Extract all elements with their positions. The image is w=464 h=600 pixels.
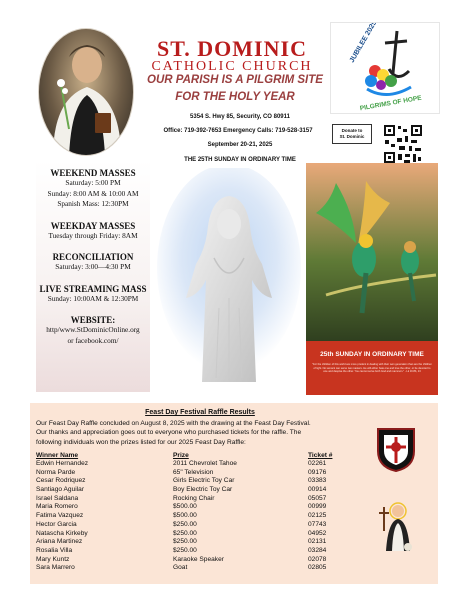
winner-prize: Goat (173, 564, 188, 572)
winner-prize: Boy Electric Toy Car (173, 486, 233, 494)
raffle-winner-row (36, 530, 366, 539)
weekday-masses-heading: WEEKDAY MASSES (50, 220, 136, 231)
donate-label-1: Donate to (341, 128, 363, 133)
winner-name: Santiago Aguilar (36, 486, 85, 494)
winner-prize: Girls Electric Toy Car (173, 477, 235, 485)
raffle-winner-row (36, 477, 366, 486)
live-streaming-heading: LIVE STREAMING MASS (39, 283, 147, 294)
column-header-ticket: Ticket # (308, 452, 333, 459)
winner-name: Mary Kuntz (36, 555, 70, 563)
winner-ticket: 04952 (308, 529, 327, 537)
winner-ticket: 09176 (308, 468, 327, 476)
raffle-winner-row (36, 521, 366, 530)
winner-name: Sara Marrero (36, 564, 75, 572)
winner-ticket: 00914 (308, 486, 327, 494)
mary-statue-image (154, 168, 304, 390)
winner-name: Israel Saldana (36, 494, 79, 502)
parish-name: ST. DOMINIC (157, 36, 307, 61)
saint-dominic-portrait (38, 28, 134, 156)
parish-address: 5354 S. Hwy 85, Security, CO 80911 (190, 114, 290, 120)
parish-phones: Office: 719-392-7653 Emergency Calls: 719-528-3157 (163, 128, 313, 134)
winner-ticket: 02261 (308, 460, 327, 467)
winner-prize: Karaoke Speaker (173, 555, 224, 563)
parish-subtitle: CATHOLIC CHURCH (151, 59, 313, 74)
raffle-intro-line-2: Our thanks and appreciation goes out to everyone who purchased tickets for the raffle. The (36, 429, 302, 437)
donate-qr-code[interactable] (383, 124, 423, 164)
weekend-masses-heading: WEEKEND MASSES (50, 168, 136, 178)
winner-ticket: 02805 (308, 564, 327, 572)
website-heading: WEBSITE: (70, 315, 116, 325)
reconciliation-times: Saturday: 3:00—4:30 PM (55, 262, 131, 271)
raffle-results-section (30, 403, 438, 584)
raffle-winner-row (36, 512, 366, 521)
winner-ticket: 00999 (308, 503, 327, 511)
column-header-prize: Prize (173, 452, 189, 459)
raffle-winner-row (36, 556, 366, 565)
poster-title: 25th SUNDAY IN ORDINARY TIME (320, 351, 424, 358)
raffle-intro (36, 419, 374, 447)
winner-prize: Rocking Chair (173, 494, 215, 502)
donate-label-2: St. Dominic (339, 134, 365, 139)
liturgical-sunday: THE 25TH SUNDAY IN ORDINARY TIME (184, 157, 296, 163)
raffle-intro-line-3: following individuals won the prizes listed for our 2025 Feast Day Raffle: (36, 438, 246, 446)
raffle-winner-row (36, 486, 366, 495)
winner-prize: $250.00 (173, 546, 197, 554)
weekend-mass-saturday: Saturday: 5:00 PM (65, 178, 121, 187)
raffle-winner-row (36, 460, 366, 469)
winner-name: Rosalia Villa (36, 546, 73, 554)
winner-prize: $500.00 (173, 512, 197, 520)
raffle-winner-row (36, 469, 366, 478)
winner-prize: 65" Television (173, 468, 214, 476)
winner-ticket: 07743 (308, 520, 327, 528)
winner-ticket: 03284 (308, 546, 327, 554)
winner-ticket: 03383 (308, 477, 327, 485)
raffle-winner-row (36, 503, 366, 512)
column-header-winner: Winner Name (36, 452, 79, 459)
mass-times-panel (36, 160, 150, 392)
donate-box (332, 124, 372, 144)
poster-scripture-quote: "For the children of this world are more prudent in dealing with their own generation than are the children of light. No servant can serve two masters. He will either hate one and love the other, or be devoted to one and despise the other. You cannot serve both God and mammon." - Lk 16:8b, 13 (312, 363, 432, 374)
weekday-mass-times: Tuesday through Friday: 8AM (48, 230, 138, 240)
jubilee-pilgrims-text: PILGRIMS OF HOPE (359, 94, 423, 113)
winner-name: Norma Parde (36, 468, 76, 476)
pilgrim-tagline (140, 72, 330, 106)
tagline-line-1: OUR PARISH IS A PILGRIM SITE (147, 74, 323, 86)
weekend-mass-sunday: Sunday: 8:00 AM & 10:00 AM (47, 188, 139, 198)
winner-ticket: 02078 (308, 555, 327, 563)
tagline-line-2: FOR THE HOLY YEAR (175, 91, 295, 103)
raffle-winner-row (36, 538, 366, 547)
winner-name: Edwin Hernandez (36, 460, 89, 467)
winner-name: Natascha Kirkeby (36, 529, 88, 537)
saint-dominic-icon (376, 501, 416, 553)
raffle-winner-row (36, 495, 366, 504)
jubilee-logo (330, 22, 440, 114)
winner-name: Ariana Martinez (36, 538, 83, 546)
winner-name: Fatima Vazquez (36, 512, 84, 520)
raffle-winners-list (36, 460, 366, 573)
raffle-winner-row (36, 564, 366, 573)
live-streaming-times: Sunday: 10:00AM & 12:30PM (47, 293, 139, 303)
winner-name: Cesar Rodriquez (36, 477, 86, 485)
winner-ticket: 02131 (308, 538, 327, 546)
website-url[interactable]: http/www.StDominicOnline.org (46, 325, 140, 334)
raffle-title: Feast Day Festival Raffle Results (145, 409, 255, 416)
winner-name: Maria Romero (36, 503, 78, 511)
winner-prize: $500.00 (173, 503, 197, 511)
sunday-poster (306, 163, 438, 395)
winner-name: Hector Garcia (36, 520, 77, 528)
raffle-winner-row (36, 547, 366, 556)
reconciliation-heading: RECONCILIATION (52, 252, 134, 262)
winner-prize: $250.00 (173, 520, 197, 528)
winner-prize: $250.00 (173, 529, 197, 537)
jubilee-year-text: JUBILEE 2025 (348, 23, 379, 65)
winner-prize: $250.00 (173, 538, 197, 546)
bulletin-date: September 20-21, 2025 (207, 142, 273, 148)
weekend-mass-spanish: Spanish Mass: 12:30PM (57, 199, 129, 208)
winner-prize: 2011 Chevrolet Tahoe (173, 460, 237, 467)
raffle-intro-line-1: Our Feast Day Raffle concluded on August 8, 2025 with the drawing at the Feast Day Festival. (36, 420, 311, 427)
dominican-shield-icon (374, 425, 418, 473)
winner-ticket: 02125 (308, 512, 327, 520)
facebook-url[interactable]: or facebook.com/ (67, 335, 119, 345)
winner-ticket: 05057 (308, 494, 327, 502)
